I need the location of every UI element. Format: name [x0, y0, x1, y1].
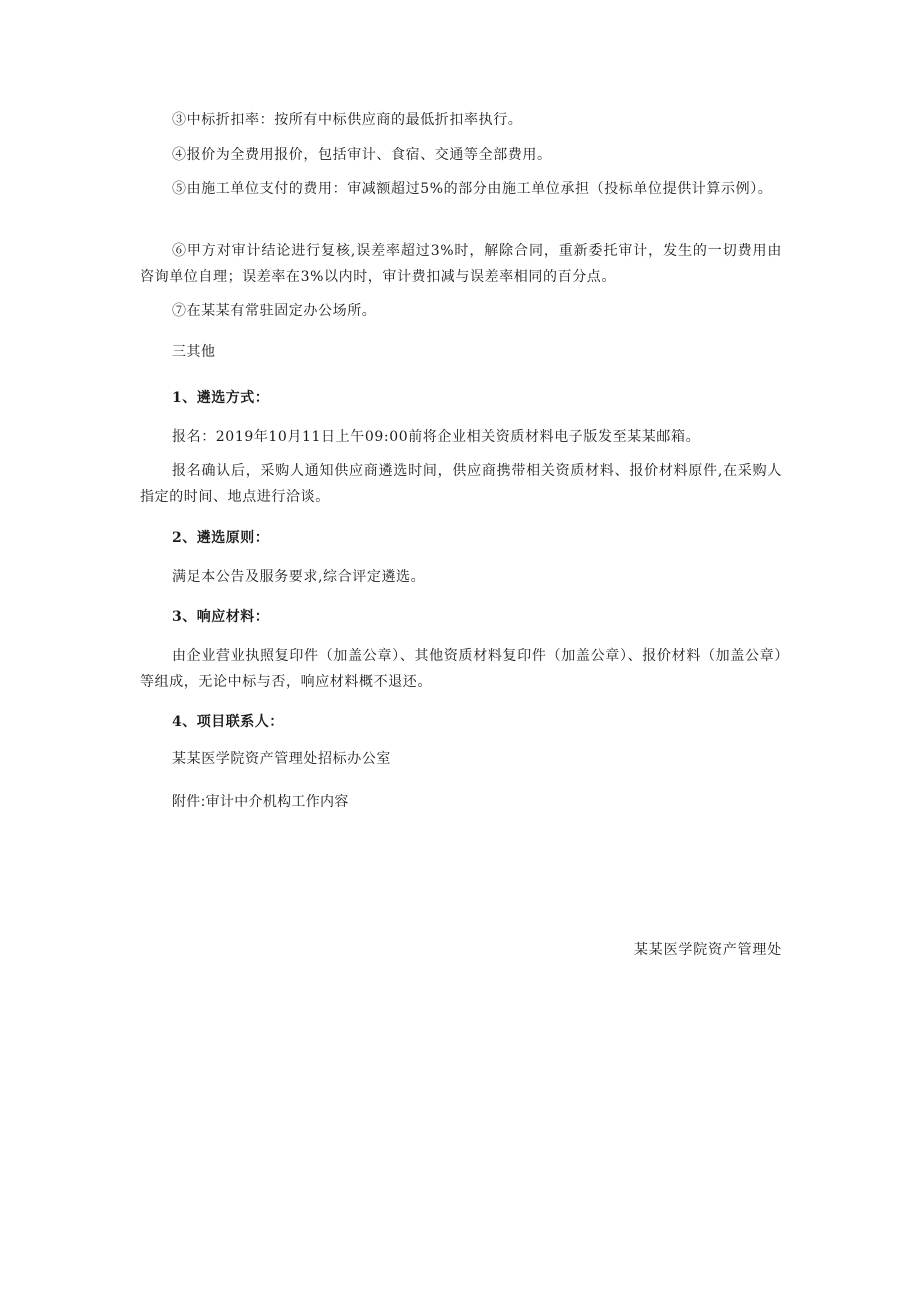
requirement-item-5: ⑤由施工单位支付的费用：审减额超过5%的部分由施工单位承担（投标单位提供计算示例）。 — [172, 181, 773, 197]
response-materials-text: 由企业营业执照复印件（加盖公章）、其他资质材料复印件（加盖公章）、报价材料（加盖公章）等组成，无论中标与否，响应材料概不退还。 — [140, 648, 782, 690]
requirement-item-6: ⑥甲方对审计结论进行复核,误差率超过3%时，解除合同，重新委托审计，发生的一切费用由咨询单位自理；误差率在3%以内时，审计费扣减与误差率相同的百分点。 — [140, 243, 782, 285]
heading-response-materials — [172, 604, 269, 630]
section-heading-other: 三其他 — [172, 344, 216, 360]
heading-text: 、响应材料： — [182, 609, 270, 625]
requirement-item-4: ④报价为全费用报价，包括审计、食宿、交通等全部费用。 — [172, 147, 552, 163]
signature-line: 某某医学院资产管理处 — [634, 942, 782, 958]
heading-text: 、遴选方式： — [182, 390, 270, 406]
selection-method-registration: 报名：2019年10月11日上午09:00前将企业相关资质材料电子版发至某某邮箱。 — [172, 429, 701, 445]
requirement-item-3: ③中标折扣率：按所有中标供应商的最低折扣率执行。 — [172, 112, 523, 128]
heading-number: 1 — [172, 390, 183, 406]
heading-text: 、项目联系人： — [182, 714, 284, 730]
selection-method-process: 报名确认后，采购人通知供应商遴选时间，供应商携带相关资质材料、报价材料原件,在采购人指定的时间、地点进行洽谈。 — [140, 463, 782, 505]
heading-text: 、遴选原则： — [182, 530, 270, 546]
requirement-item-7: ⑦在某某有常驻固定办公场所。 — [172, 303, 377, 319]
heading-number: 3 — [172, 609, 183, 625]
heading-selection-principle — [172, 525, 269, 551]
heading-selection-method — [172, 385, 269, 411]
selection-principle-text: 满足本公告及服务要求,综合评定遴选。 — [172, 569, 426, 585]
attachment-line: 附件:审计中介机构工作内容 — [172, 794, 349, 810]
heading-number: 4 — [172, 714, 183, 730]
heading-project-contact — [172, 709, 284, 735]
heading-number: 2 — [172, 530, 183, 546]
project-contact-text: 某某医学院资产管理处招标办公室 — [172, 751, 391, 767]
